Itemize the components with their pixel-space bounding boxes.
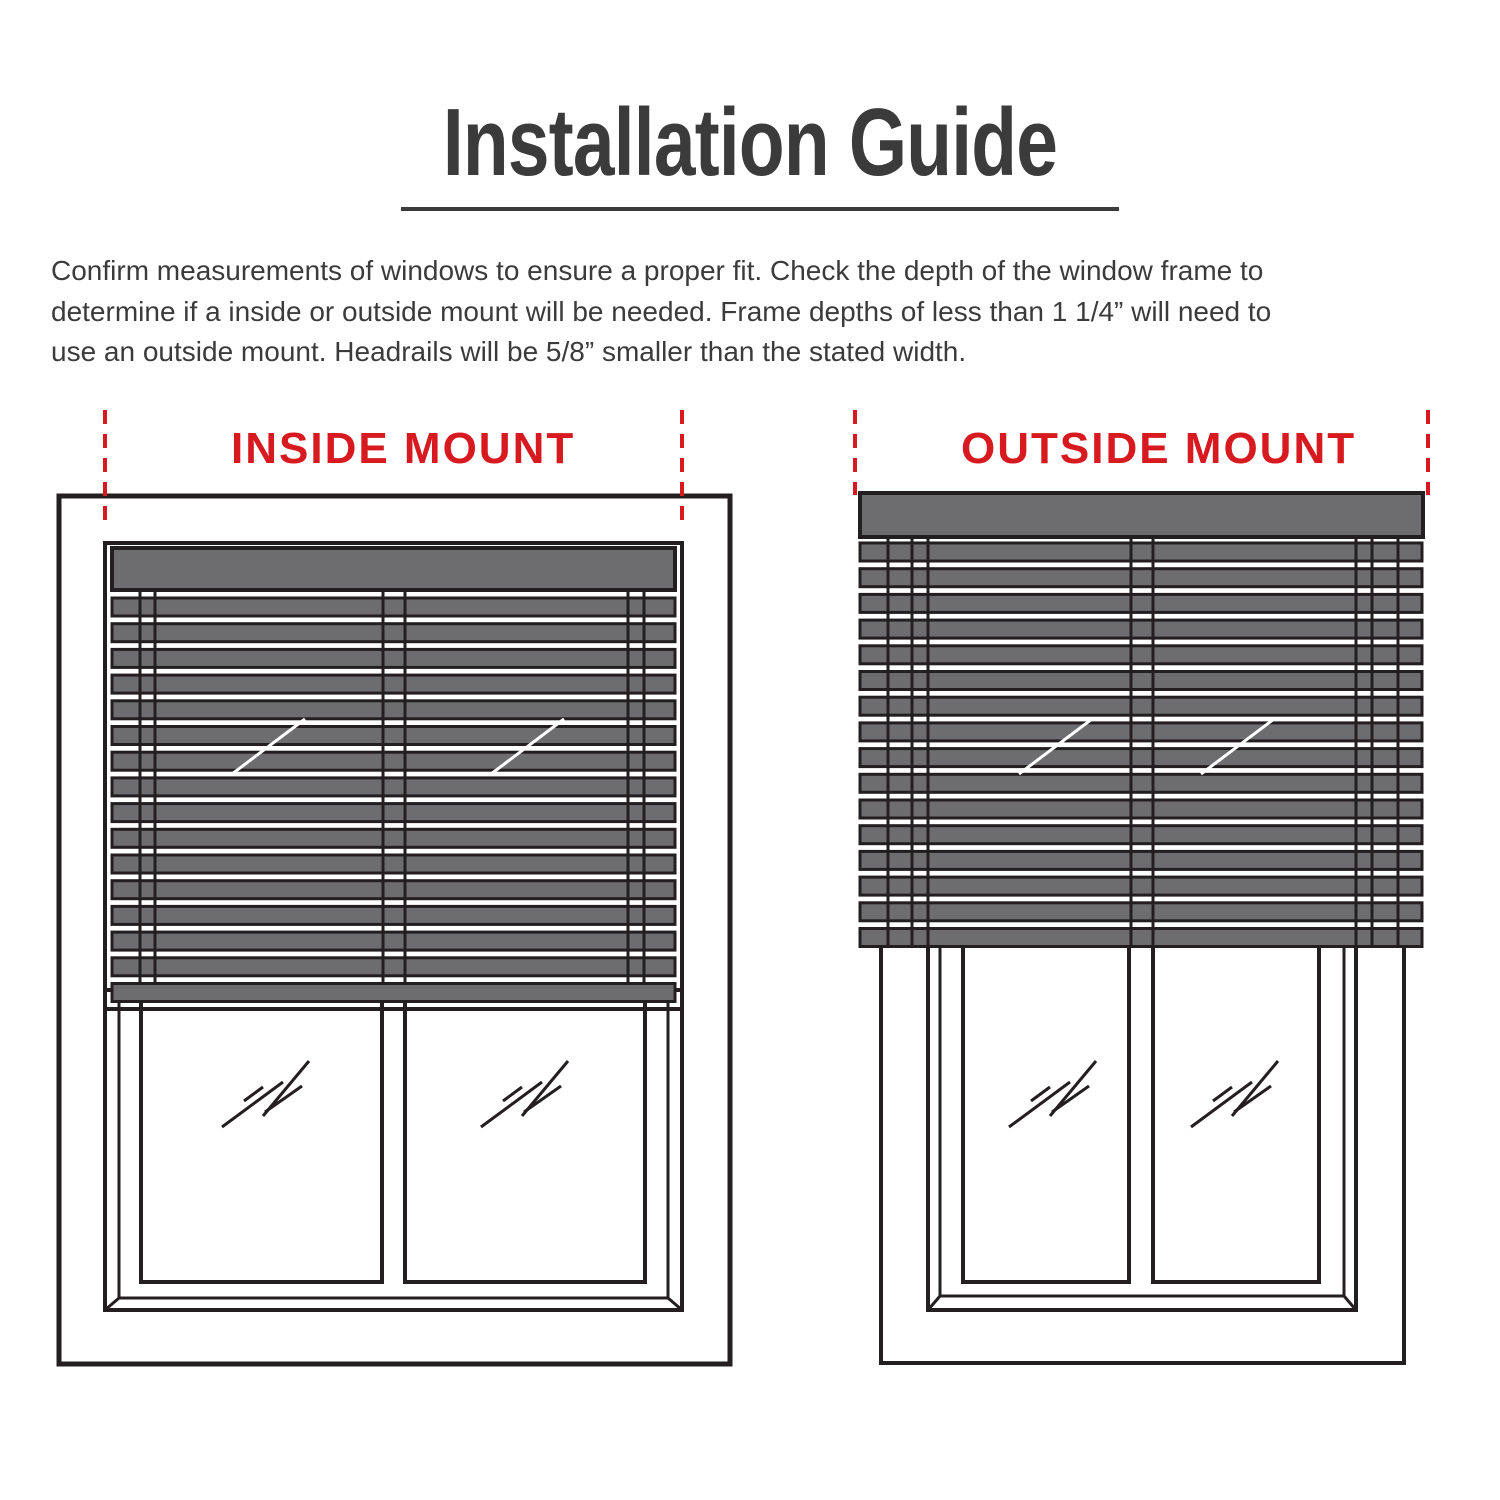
blind-slat — [860, 646, 1422, 664]
blind-slat — [860, 903, 1422, 921]
blind-slat — [860, 826, 1422, 844]
outside-headrail — [860, 493, 1423, 537]
blind-slat — [112, 752, 675, 770]
outside-slats — [860, 543, 1422, 947]
blind-slat — [860, 749, 1422, 767]
blind-slat — [860, 697, 1422, 715]
outside-measure-lines — [855, 410, 1428, 495]
blind-slat — [112, 649, 675, 667]
blind-slat — [860, 672, 1422, 690]
blind-slat — [112, 906, 675, 924]
blind-slat — [860, 851, 1422, 869]
blind-slat — [860, 543, 1422, 561]
inside-measure-lines — [105, 410, 682, 530]
blind-slat — [112, 829, 675, 847]
description-line: Confirm measurements of windows to ensure a proper fit. Check the depth of the window frame to — [51, 255, 1264, 286]
blind-slat — [112, 675, 675, 693]
blind-slat — [112, 727, 675, 745]
blind-slat — [112, 804, 675, 822]
blind-slat — [860, 877, 1422, 895]
blind-slat — [112, 932, 675, 950]
blind-slat — [112, 624, 675, 642]
outside-glass-glare — [1009, 1061, 1278, 1127]
blind-slat — [112, 598, 675, 616]
blind-slat — [112, 881, 675, 899]
blind-slat — [860, 569, 1422, 587]
inside-window-sash — [105, 990, 682, 1310]
blind-slat — [112, 958, 675, 976]
page-title: Installation Guide — [442, 89, 1058, 196]
blind-slat — [112, 984, 675, 1002]
outside-window-frame — [881, 930, 1404, 1363]
inside-mount-diagram — [59, 410, 730, 1364]
blind-slat — [112, 778, 675, 796]
description-line: determine if a inside or outside mount will be needed. Frame depths of less than 1 1/4” will need to — [51, 295, 1272, 327]
description-line: use an outside mount. Headrails will be 5/8” smaller than the stated width. — [51, 336, 967, 367]
outside-mount-diagram — [855, 410, 1428, 1363]
blind-slat — [860, 774, 1422, 792]
inside-glass-glare — [222, 1061, 568, 1127]
blind-slat — [860, 620, 1422, 638]
inside-mount-label: INSIDE MOUNT — [231, 424, 576, 473]
blind-slat — [860, 594, 1422, 612]
blind-slat — [112, 855, 675, 873]
blind-slat — [860, 929, 1422, 947]
inside-headrail — [112, 548, 675, 590]
outside-mount-label: OUTSIDE MOUNT — [961, 424, 1357, 473]
blind-slat — [860, 800, 1422, 818]
blind-slat — [860, 723, 1422, 741]
blind-slat — [112, 701, 675, 719]
inside-slats — [112, 598, 675, 1002]
